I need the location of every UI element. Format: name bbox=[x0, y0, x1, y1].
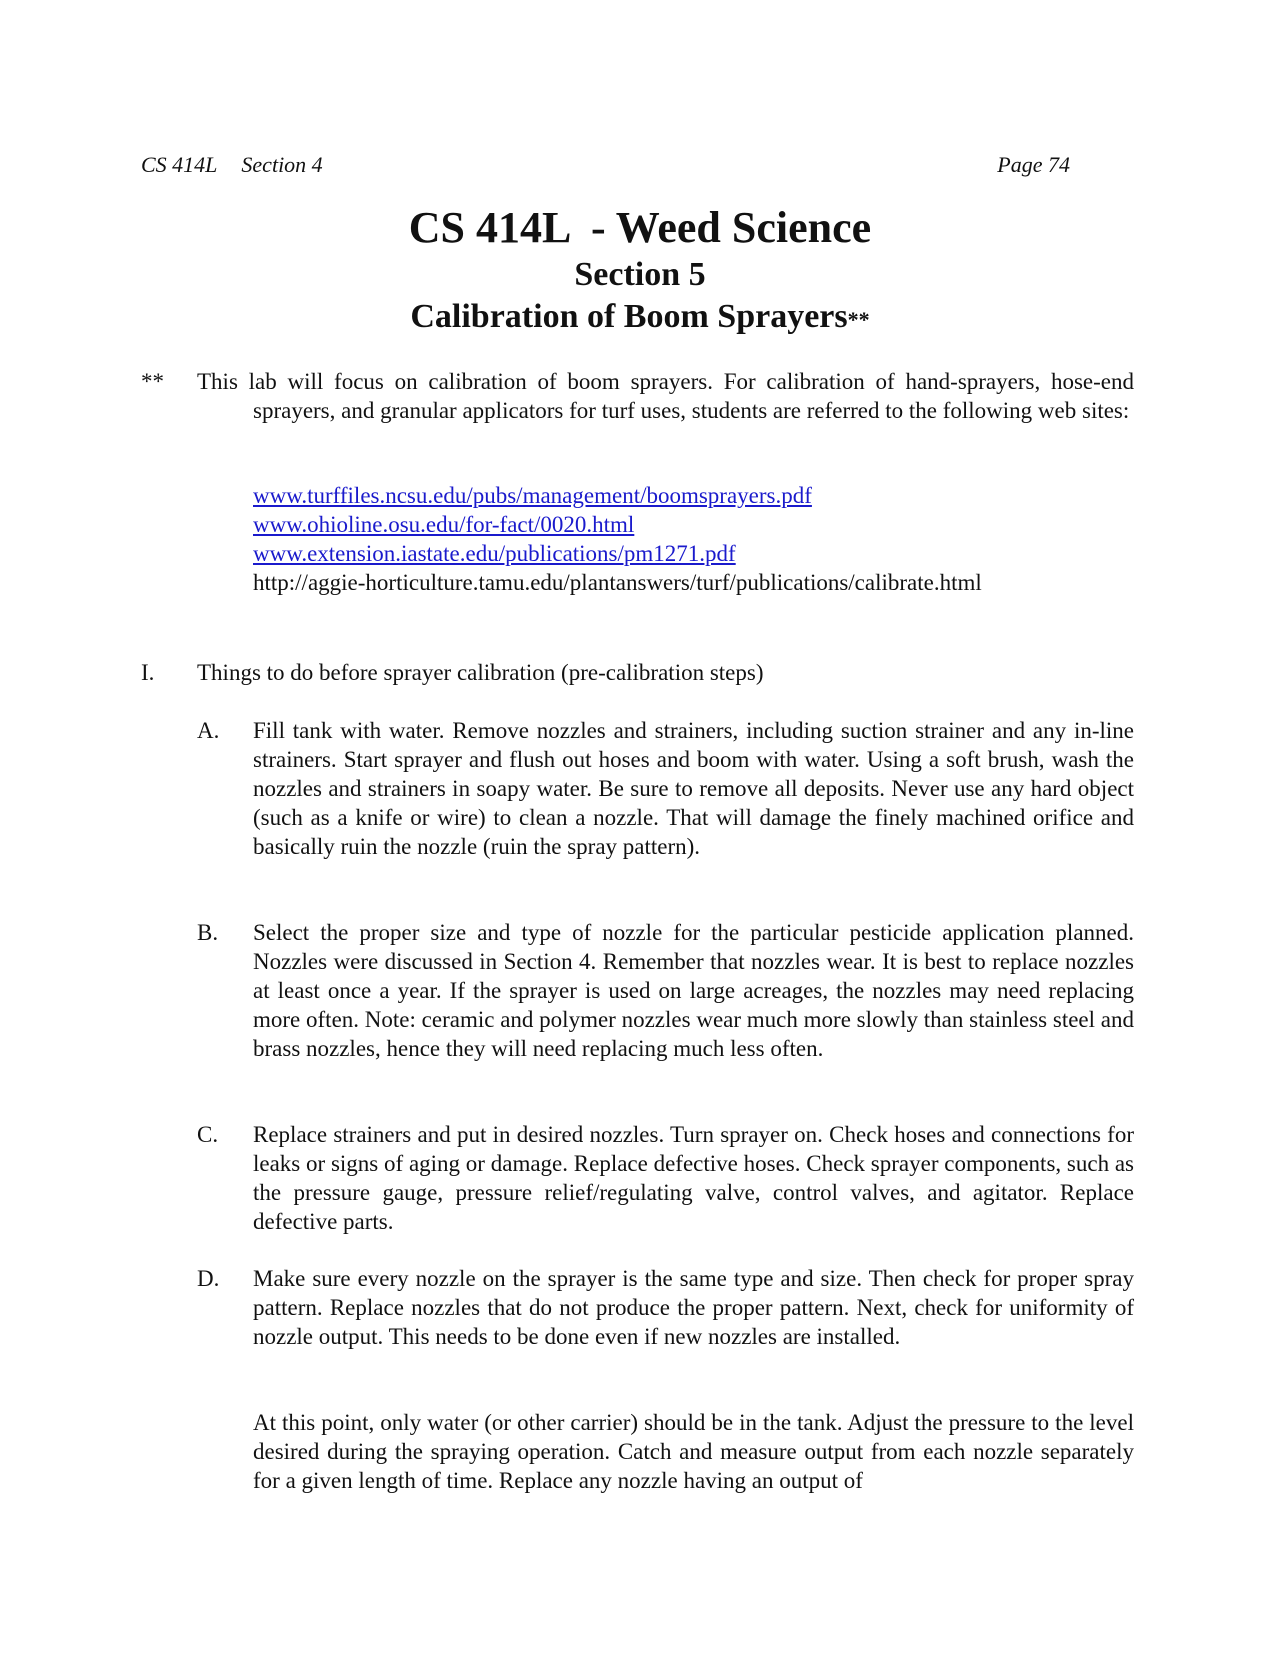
web-site-list bbox=[253, 481, 982, 597]
item-text: Fill tank with water. Remove nozzles and strainers, including suction strainer and any in-line strainers. Start sprayer and flush out hoses and boom with water. Using a soft brush, wash the nozzles and strainers in soapy water. Be sure to remove all deposits. Never use any hard object (such as a knife or wire) to clean a nozzle. That will damage the finely machined orifice and basically ruin the nozzle (ruin the spray pattern). bbox=[253, 718, 1134, 859]
header-page-number: Page 74 bbox=[997, 152, 1070, 177]
document-title: CS 414L - Weed Science bbox=[408, 203, 872, 252]
item-letter: C. bbox=[197, 1122, 219, 1147]
header-course: CS 414L bbox=[141, 152, 218, 177]
item-letter: D. bbox=[197, 1266, 220, 1291]
item-text: Select the proper size and type of nozzle for the particular pesticide application planned. Nozzles were discussed in Section 4. Remember that nozzles wear. It is best to replace nozzles at least once a year. If the sprayer is used on large acreages, the nozzles may need replacing more often. Note: ceramic and polymer nozzles wear much more slowly than stainless steel and brass nozzles, hence they will need replacing much less often. bbox=[253, 920, 1134, 1061]
item-letter: B. bbox=[197, 920, 219, 945]
link-ncsu[interactable]: www.turffiles.ncsu.edu/pubs/management/boomsprayers.pdf bbox=[253, 483, 812, 508]
running-header bbox=[141, 150, 1070, 180]
footnote-text bbox=[141, 367, 1134, 425]
document-subtitle bbox=[0, 294, 1280, 343]
item-text: Make sure every nozzle on the sprayer is the same type and size. Then check for proper spray pattern. Replace nozzles that do not produce the proper pattern. Next, check for uniformity of nozzle output. This needs to be done even if new nozzles are installed. bbox=[253, 1266, 1134, 1349]
subtitle-footnote-marker: ** bbox=[847, 307, 870, 332]
item-text: Replace strainers and put in desired nozzles. Turn sprayer on. Check hoses and connections for leaks or signs of aging or damage. Replace defective hoses. Check sprayer components, such as the pressure gauge, pressure relief/regulating valve, control valves, and agitator. Replace defective parts. bbox=[253, 1122, 1134, 1234]
link-iastate[interactable]: www.extension.iastate.edu/publications/pm1271.pdf bbox=[253, 541, 736, 566]
section-title: Section 5 bbox=[574, 256, 706, 293]
header-section: Section 4 bbox=[241, 152, 323, 177]
item-continuation-text: At this point, only water (or other carrier) should be in the tank. Adjust the pressure to the level desired during the spraying operation. Catch and measure output from each nozzle separately for a given length of time. Replace any nozzle having an output of bbox=[253, 1410, 1134, 1493]
section-number: I. bbox=[141, 660, 155, 685]
item-letter: A. bbox=[197, 718, 220, 743]
url-tamu: http://aggie-horticulture.tamu.edu/plantanswers/turf/publications/calibrate.html bbox=[253, 570, 982, 595]
footnote-marker: ** bbox=[141, 369, 164, 394]
section-heading-text: Things to do before sprayer calibration (pre-calibration steps) bbox=[197, 660, 764, 685]
link-osu[interactable]: www.ohioline.osu.edu/for-fact/0020.html bbox=[253, 512, 635, 537]
footnote-text-body: This lab will focus on calibration of boom sprayers. For calibration of hand-sprayers, hose-end sprayers, and granular applicators for turf uses, students are referred to the following web sites: bbox=[197, 369, 1134, 423]
header-left bbox=[141, 150, 323, 180]
subtitle-text: Calibration of Boom Sprayers bbox=[410, 298, 848, 335]
